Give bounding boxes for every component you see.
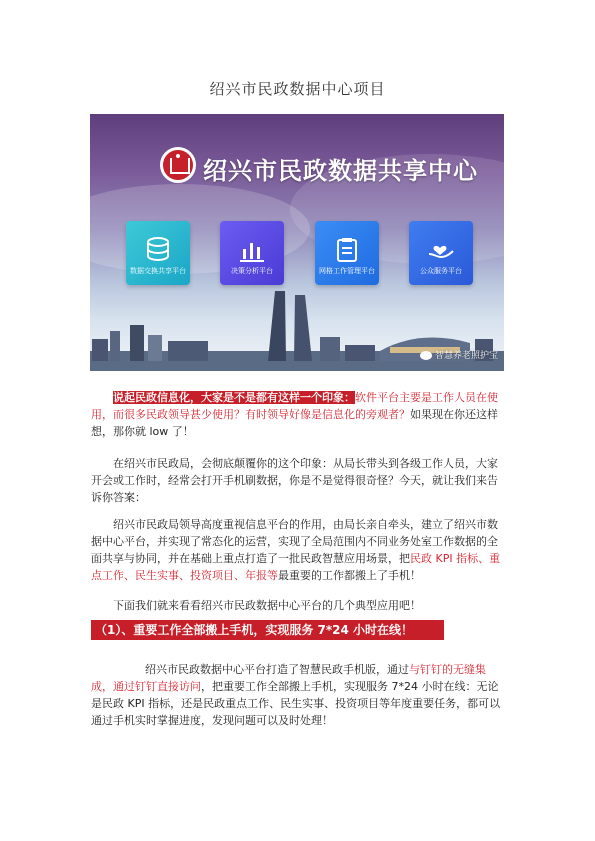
tile-label: 网格工作管理平台 — [319, 267, 375, 275]
database-icon — [144, 237, 172, 263]
highlight-text: 说起民政信息化，大家是不是都有这样一个印象： — [113, 391, 355, 404]
red-text: 民政 KPI 指标、重点工作、民生实事、投资项目、年报等 — [91, 552, 501, 582]
intro-paragraph — [91, 389, 505, 440]
red-text: 软件平台主要是工作人员在使用，而很多民政领导甚少使用？有时领导好像是信息化的旁观者？ — [91, 391, 498, 421]
watermark: 智慧养老照护宝 — [420, 348, 498, 361]
page-title: 绍兴市民政数据中心项目 — [209, 80, 386, 98]
section-heading: （1）、重要工作全部搬上手机，实现服务 7*24 小时在线！ — [91, 620, 444, 640]
civil-affairs-emblem-icon — [160, 147, 196, 183]
hero-banner — [90, 114, 504, 371]
red-text: 与钉钉的无缝集成，通过钉钉直接访问 — [91, 663, 486, 693]
paragraph: 绍兴市民政数据中心平台打造了智慧民政手机版，通过与钉钉的无缝集成，通过钉钉直接访问，把重要工作全部搬上手机，实现服务 7*24 小时在线：无论是民政 KPI 指标，还是民政重点工作、民生实事、投资项目等年度重要任务，都可以通过手机实时掌握进度，发现问题可以及时处理！ — [91, 663, 501, 727]
paragraph: 在绍兴市民政局，会彻底颠覆你的这个印象：从局长带头到各级工作人员，大家开会或工作时，经常会打开手机刷数据，你是不是觉得很奇怪？今天，就让我们来告诉你答案： — [91, 457, 498, 504]
tile-label: 数据交换共享平台 — [130, 267, 186, 275]
tile-label: 决策分析平台 — [231, 267, 273, 275]
hero-heading: 绍兴市民政数据共享中心 — [203, 157, 478, 185]
body-text: 如果现在你还这样想，那你就 low 了！ — [91, 408, 498, 438]
hand-heart-icon — [427, 237, 455, 263]
wechat-icon — [420, 351, 432, 360]
tile-label: 公众服务平台 — [420, 267, 462, 275]
paragraph: 绍兴市民政局领导高度重视信息平台的作用，由局长亲自牵头，建立了绍兴市数据中心平台，并实现了常态化的运营，实现了全局范围内不同业务处室工作数据的全面共享与协同，并在基础上重点打造了一批民政智慧应用场景，把民政 KPI 指标、重点工作、民生实事、投资项目、年报等最重要的工作都搬上了手机！ — [91, 518, 501, 582]
bar-chart-icon — [238, 237, 266, 263]
list-doc-icon — [333, 237, 361, 263]
paragraph: 下面我们就来看看绍兴市民政数据中心平台的几个典型应用吧！ — [113, 599, 421, 612]
